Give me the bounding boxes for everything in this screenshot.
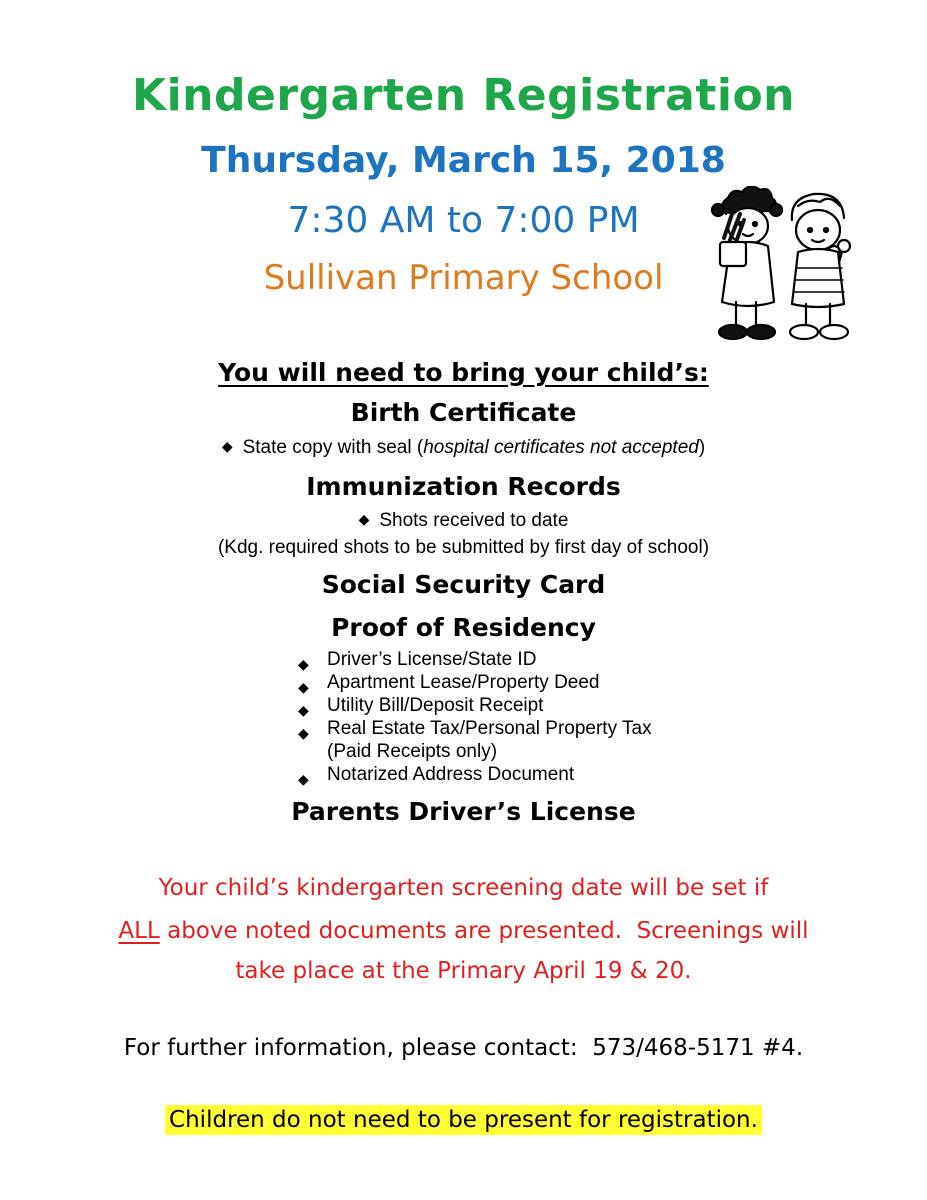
- diamond-bullet-icon: ◆: [358, 511, 370, 527]
- diamond-bullet-icon: ◆: [298, 771, 309, 787]
- birth-note-end: ): [698, 437, 706, 458]
- highlighted-footer-text: Children do not need to be present for registration.: [165, 1105, 762, 1135]
- proof-of-residency-heading: Proof of Residency: [331, 613, 596, 642]
- diamond-bullet-icon: ◆: [298, 656, 309, 672]
- immunization-note-text: Shots received to date: [379, 510, 569, 531]
- screening-notice-line-1: Your child’s kindergarten screening date will be set if: [158, 875, 769, 901]
- list-item-label: Driver’s License/State ID: [327, 649, 537, 670]
- list-item: [298, 694, 652, 717]
- all-emphasis: ALL: [118, 918, 160, 944]
- list-item-sublabel: (Paid Receipts only): [327, 741, 498, 762]
- screening-notice-line-2: [0, 918, 927, 944]
- contact-info: For further information, please contact: 573/468-5171 #4.: [123, 1035, 804, 1061]
- diamond-bullet-icon: ◆: [298, 725, 309, 741]
- event-date: Thursday, March 15, 2018: [201, 140, 726, 181]
- list-item-label: Real Estate Tax/Personal Property Tax: [327, 718, 652, 739]
- screening-notice-line-2-text: above noted documents are presented. Screenings will: [159, 918, 809, 944]
- parents-license-heading: Parents Driver’s License: [291, 797, 636, 826]
- immunization-note: [0, 510, 927, 532]
- diamond-bullet-icon: ◆: [298, 702, 309, 718]
- page-title: Kindergarten Registration: [131, 70, 796, 121]
- event-time: 7:30 AM to 7:00 PM: [287, 200, 640, 241]
- immunization-subnote: (Kdg. required shots to be submitted by first day of school): [217, 537, 710, 558]
- list-item-label: Apartment Lease/Property Deed: [327, 672, 600, 693]
- requirements-heading: You will need to bring your child’s:: [218, 358, 709, 387]
- list-item: [298, 671, 652, 694]
- diamond-bullet-icon: ◆: [221, 438, 233, 454]
- residency-list: [298, 648, 652, 786]
- social-security-heading: Social Security Card: [321, 570, 606, 599]
- birth-certificate-heading: Birth Certificate: [350, 398, 577, 427]
- school-name: Sullivan Primary School: [263, 258, 664, 298]
- list-item: [298, 763, 652, 786]
- screening-notice-line-3: take place at the Primary April 19 & 20.: [235, 958, 692, 984]
- birth-certificate-note: [0, 437, 927, 459]
- birth-note-italic: hospital certificates not accepted: [423, 437, 699, 458]
- list-item: [298, 717, 652, 763]
- immunization-heading: Immunization Records: [306, 472, 621, 501]
- footer-note: [0, 1107, 927, 1133]
- list-item-label: Notarized Address Document: [327, 764, 575, 785]
- list-item: [298, 648, 652, 671]
- list-item-label: Utility Bill/Deposit Receipt: [327, 695, 544, 716]
- diamond-bullet-icon: ◆: [298, 679, 309, 695]
- children-drawing-icon: [706, 186, 862, 354]
- birth-note-text: State copy with seal (: [242, 437, 424, 458]
